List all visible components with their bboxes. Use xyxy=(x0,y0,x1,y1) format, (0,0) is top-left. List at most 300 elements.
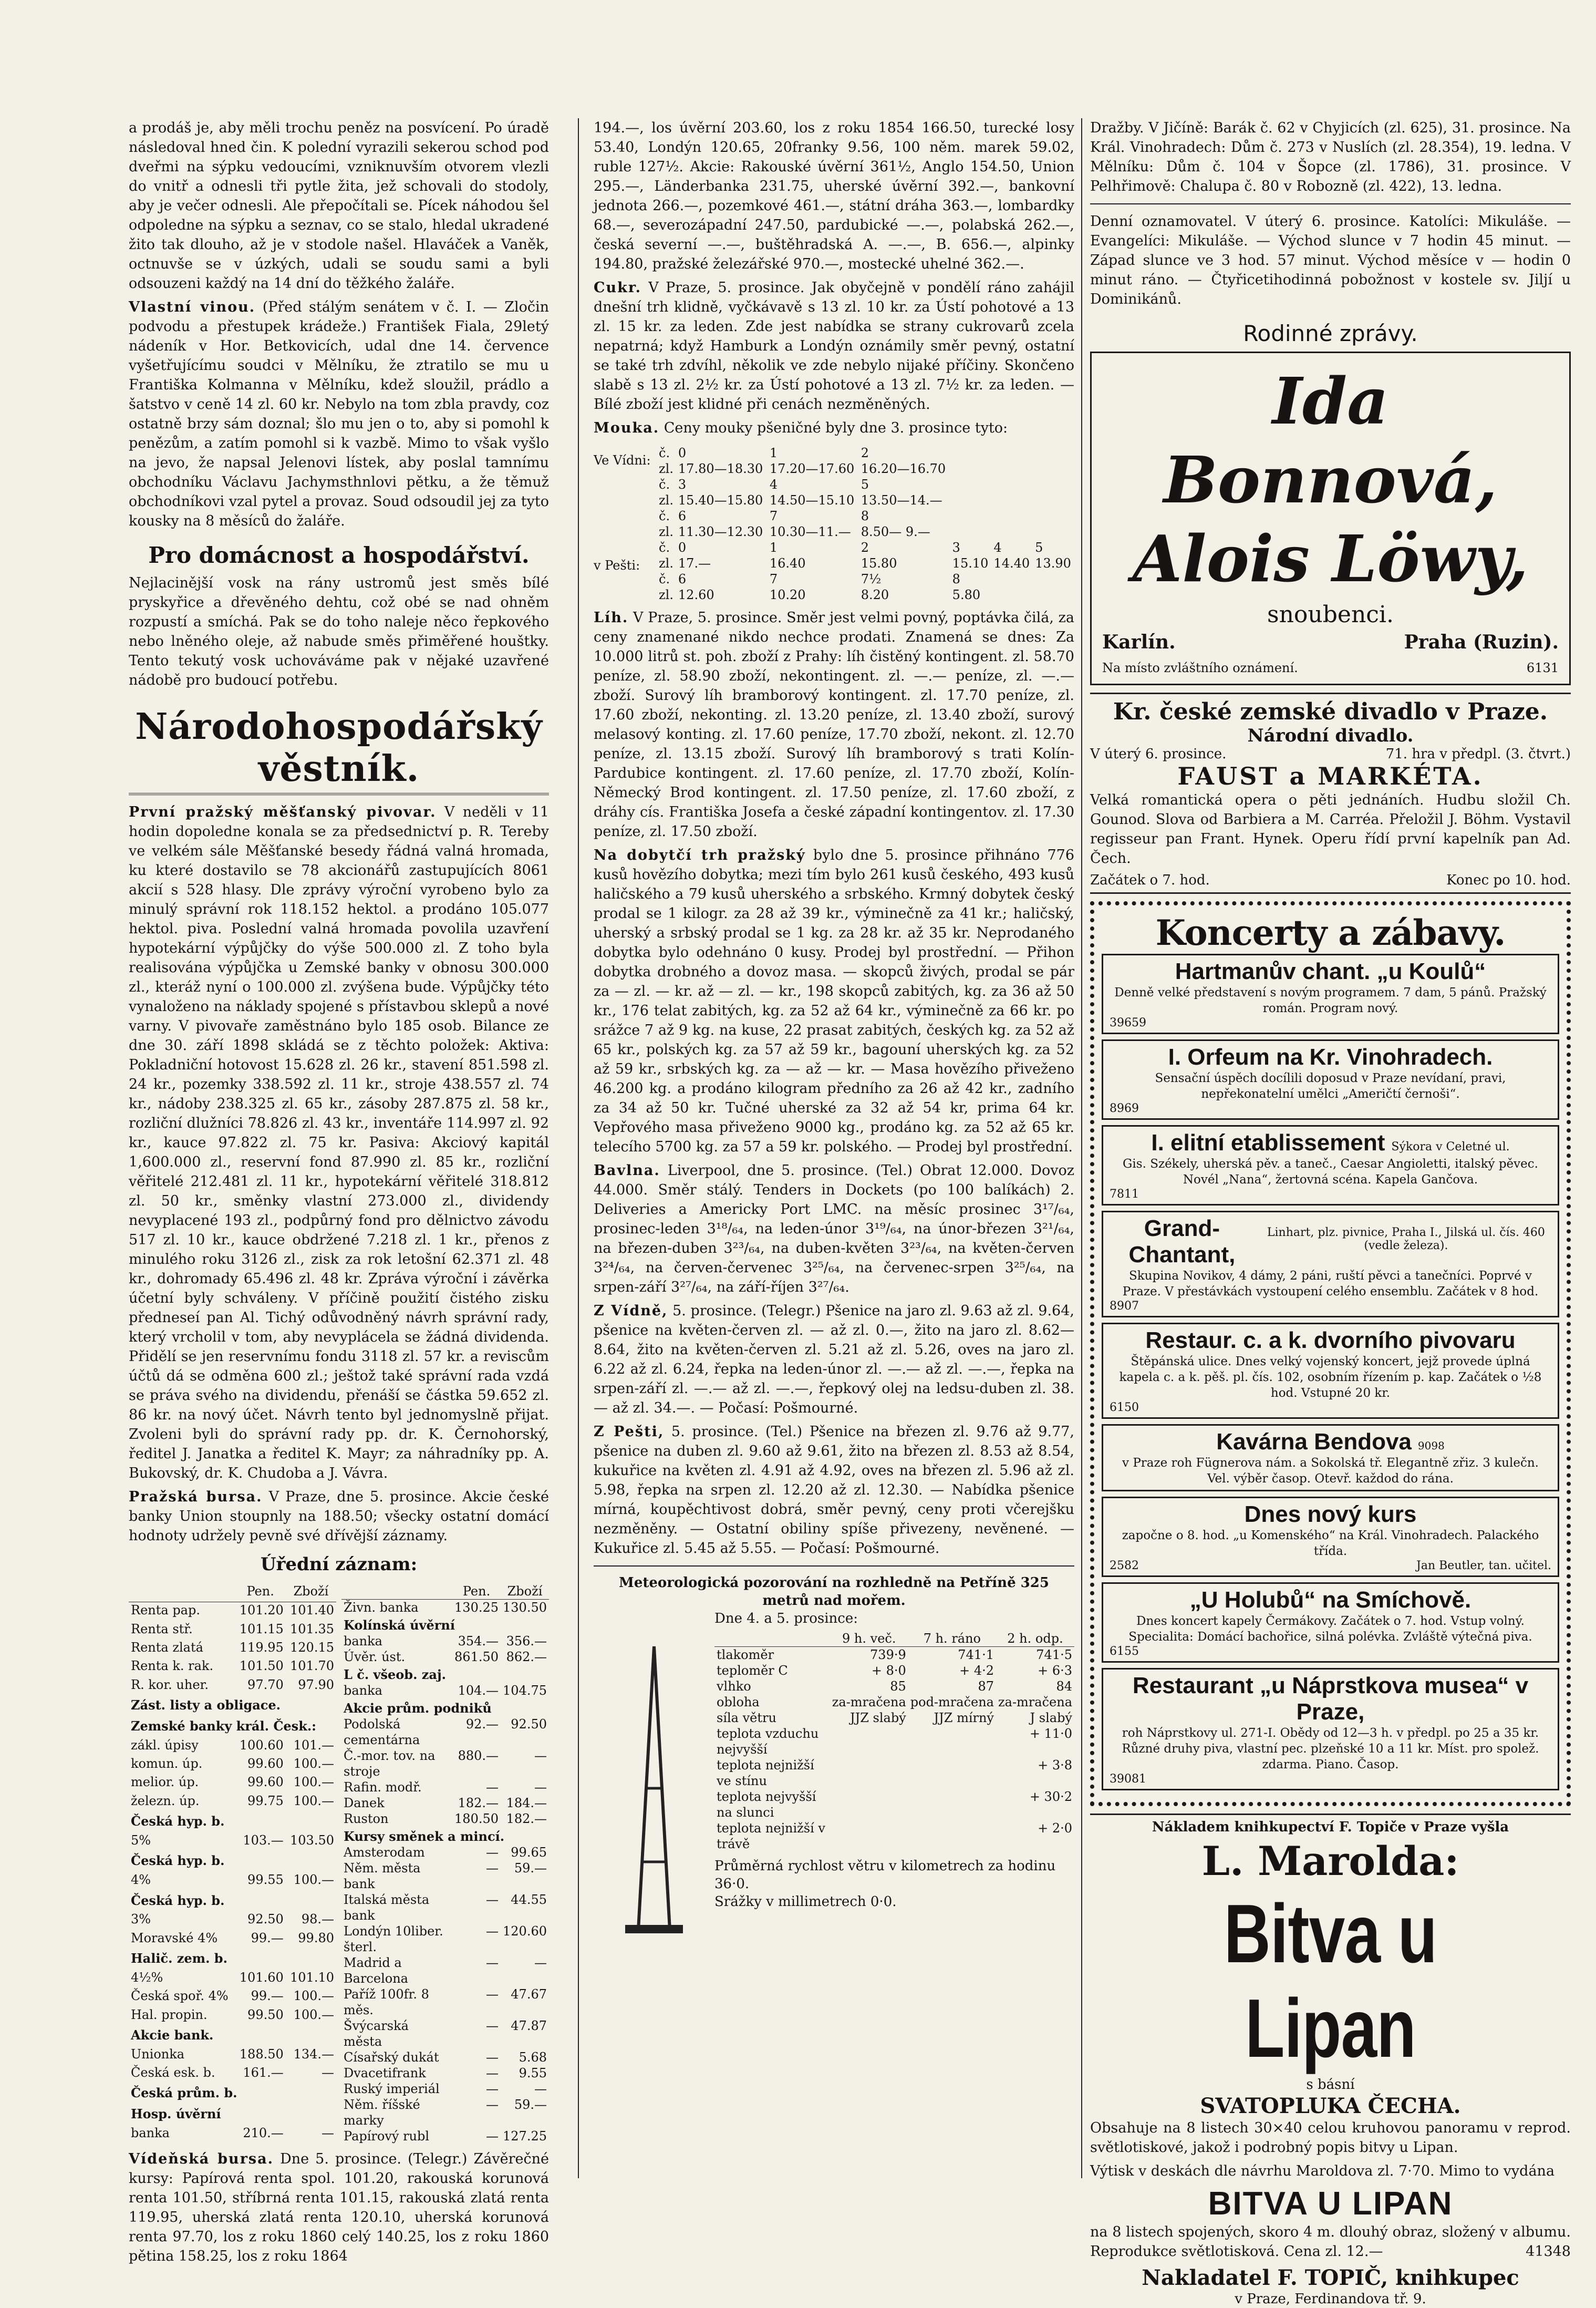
book-desc-2-text: na 8 listech spojených, skoro 4 m. dlouhý obraz, složený v albumu. Reprodukce světlotisková. Cena zl. 12.— xyxy=(1090,2224,1571,2260)
concert-ad-text: roh Náprstkovy ul. 271-I. Obědy od 12—3 h. v předpl. po 25 a 35 kr. Různé druhy piva, vlastní pec. plzeňské 10 a 11 kr. Míst. pro spolež. zdarma. Piano. Časop. xyxy=(1122,1726,1539,1771)
table-row xyxy=(341,1748,549,1779)
engaged-word: snoubenci. xyxy=(1267,601,1394,628)
table-cell: 92.50 xyxy=(247,1912,284,1927)
book-desc-2 xyxy=(1090,2222,1571,2261)
table-header-row xyxy=(714,1631,1074,1647)
table-header-cell: 7 h. ráno xyxy=(908,1631,996,1647)
table-row xyxy=(129,1949,336,1970)
engaged-places xyxy=(1102,631,1559,653)
flour-pest-label: v Pešti: xyxy=(594,558,640,573)
table-cell: 92.50 xyxy=(511,1717,547,1732)
table-row xyxy=(129,1988,336,2006)
table-cell: 119.95 xyxy=(239,1640,284,1655)
concert-ad-title: Restaurant „u Náprstkova musea“ v Praze, xyxy=(1132,1673,1529,1725)
concert-ad-title-row xyxy=(1110,1044,1551,1070)
ad-number: 7811 xyxy=(1110,1188,1139,1201)
flour-table-wrap xyxy=(594,442,1074,608)
table-cell: + 8·0 xyxy=(871,1663,906,1678)
table-cell: — xyxy=(534,1780,547,1795)
table-cell: — xyxy=(486,1861,499,1876)
article-text: 5. prosince. (Telegr.) Pšenice na jaro zl. 9.63 až zl. 9.64, pšenice na květen-červen zl. — až zl. 0.—, žito na jaro zl. 8.62—8.64, žito na květen-červen zl. 5.21 až zl. 5.26, oves na jaro zl. 6.22 až zl. 6.24, řepka na leden-únor zl. —.— až zl. —.—, řepka na srpen-září zl. —.— až zl. —.—, řepkový olej na ledsu-duben zl. 38.— až zl. 34.—. — Počasí: Pošmourné. xyxy=(594,1303,1074,1416)
meteo-title: Meteorologická pozorování na rozhledně na Petříně 325 metrů nad mořem. xyxy=(619,1575,1049,1609)
table-cell: L č. všeob. zaj. xyxy=(344,1667,446,1682)
concerts-box xyxy=(1090,901,1571,1806)
table-cell: 47.67 xyxy=(511,1987,547,2002)
article-denni-oznamovatel: Denní oznamovatel. V úterý 6. prosince. Katolíci: Mikuláše. — Evangelíci: Mikuláše. — Východ slunce v 7 hodin 45 minut. — Západ slunce ve 3 hod. 57 minut. Východ měsíce v — hodin 0 minut ráno. — Čtyřicetihodinná pobožnost v kostele sv. Jiljí u Dominikánů. xyxy=(1090,213,1571,307)
table-cell: — xyxy=(322,2065,334,2080)
table-cell: — xyxy=(486,1892,499,1907)
article-cukr xyxy=(594,278,1074,414)
ad-number: 6131 xyxy=(1526,661,1559,675)
table-row xyxy=(341,1633,549,1649)
concert-ad xyxy=(1102,1323,1559,1419)
article-lead: Vlastní vinou. xyxy=(129,299,256,315)
theatre-head: Kr. české zemské divadlo v Praze. xyxy=(1113,698,1548,725)
article-lead: Cukr. xyxy=(594,280,641,296)
concert-ad-title-row xyxy=(1110,1501,1551,1528)
table-cell: JJZ mírný xyxy=(934,1711,994,1725)
table-cell: 59.— xyxy=(514,2097,547,2112)
table-header-cell xyxy=(129,1583,235,1602)
article-text: V Praze, 5. prosince. Směr jest velmi povný, poptávka čilá, za ceny znamenané nikdo nechce prodati. Znamená se dnes: Za 10.000 litrů st. poh. zboží z Prahy: líh čistěný kontingent. zl. 58.70 peníze, zl. 58.90 zboží, nekontingent. zl. —.— peníze, zl. —.— zboží. Surový líh bramborový kontingent. zl. 17.70 peníze, zl. 17.60 zboží, nekonting. zl. 13.20 peníze, zl. 13.40 zboží, surový melasový konting. zl. 17.60 peníze, 17.70 zboží, nekont. zl. 12.70 peníze, zl. 13.15 zboží. Surový líh bramborový s trati Kolín-Pardubice kontingent. zl. 17.60 peníze, zl. 17.70 zboží, Kolín-Německý Brod kontingent. zl. 17.50 peníze, zl. 17.60 zboží, z dráhy cís. Františka Josefa a české západní kontingentov. zl. 17.30 peníze, zl. 17.50 zboží. xyxy=(594,610,1074,840)
table-cell: Kursy směnek a mincí. xyxy=(344,1829,505,1844)
table-cell: 6 xyxy=(678,572,687,586)
table-cell: 101.— xyxy=(293,1737,334,1753)
concert-ad-title: Hartmanův chant. „u Koulů“ xyxy=(1175,959,1486,984)
table-cell: — xyxy=(534,2082,547,2096)
table-cell: — xyxy=(534,1955,547,1970)
table-row xyxy=(341,1698,549,1716)
table-cell: 3 xyxy=(952,540,960,555)
table-cell: 120.15 xyxy=(290,1640,334,1655)
table-cell: Podolská cementárna xyxy=(344,1717,420,1747)
table-cell: 17.— xyxy=(678,556,711,571)
table-row xyxy=(657,524,1074,540)
table-cell: Č.-mor. tov. na stroje xyxy=(344,1748,436,1779)
theatre-start: Začátek o 7. hod. xyxy=(1090,872,1210,888)
concert-ad xyxy=(1102,1497,1559,1577)
concert-ad-text: v Praze roh Fügnerova nám. a Sokolská tř. Elegantně zřiz. 3 kulečn. Vel. výběr časop. Otevř. každod do rána. xyxy=(1122,1456,1539,1486)
article-text: V Praze, dne 5. prosince. Akcie české banky Union stoupnly na 188.50; všecky ostatní domácí hodnoty udržely pevně své dřívější záznamy. xyxy=(129,1489,549,1544)
table-cell: J slabý xyxy=(1030,1711,1072,1725)
table-cell: Něm. města bank xyxy=(344,1861,421,1891)
article-drazby: Dražby. V Jičíně: Barák č. 62 v Chyjicích (zl. 625), 31. prosince. Na Král. Vinohradech: Dům č. 273 v Nuslích (zl. 28.354), 19. ledna. V Mělníku: Dům č. 104 v Šopce (zl. 1786), 31. prosince. V Pelhřimově: Chalupa č. 80 v Robozně (zl. 422), 13. ledna. xyxy=(1090,120,1571,194)
table-cell: banka xyxy=(344,1683,382,1698)
concert-ad xyxy=(1102,1211,1559,1317)
meteo-block xyxy=(594,1610,1074,1988)
table-row xyxy=(714,1678,1074,1694)
table-cell: 188.50 xyxy=(239,2046,284,2062)
table-row xyxy=(129,1774,336,1792)
table-cell: 8.50— 9.— xyxy=(861,524,930,539)
table-cell: 99.60 xyxy=(247,1775,284,1790)
concert-ad-title-row xyxy=(1110,1673,1551,1725)
table-cell: 97.70 xyxy=(247,1677,284,1692)
article-bavlna xyxy=(594,1161,1074,1297)
table-cell: 4 xyxy=(993,540,1002,555)
column-rule xyxy=(1081,118,1082,2178)
table-cell: Česká prům. b. xyxy=(131,2085,237,2101)
petrin-tower-icon xyxy=(604,1641,704,1935)
table-cell: Živn. banka xyxy=(344,1600,419,1615)
table-cell: 184.— xyxy=(506,1796,547,1810)
table-row xyxy=(657,571,1074,587)
table-cell: 7 xyxy=(769,572,778,586)
book-price: Výtisk v deskách dle návrhu Maroldova zl. 7·70. Mimo to vydána xyxy=(1090,2163,1555,2179)
concert-ad-text: Dnes koncert kapely Čermákovy. Začátek o 7. hod. Vstup volný. Specialita: Domácí bachořice, silná polévka. Zvláště výtečná piva. xyxy=(1128,1614,1532,1644)
table-row xyxy=(129,1756,336,1774)
table-cell: Londýn 10liber. šterl. xyxy=(344,1924,443,1954)
table-cell: 3 xyxy=(678,477,687,492)
concert-ad-title: Dnes nový kurs xyxy=(1244,1501,1417,1527)
table-row xyxy=(341,1892,549,1923)
table-cell: Renta pap. xyxy=(131,1603,200,1618)
concert-ad xyxy=(1102,1424,1559,1491)
table-row xyxy=(341,1955,549,1986)
table-cell: teplota nejnižší ve stínu xyxy=(717,1758,814,1788)
table-cell: 354.— xyxy=(458,1634,499,1648)
table-cell: 3% xyxy=(131,1912,151,1927)
table-cell: 14.40 xyxy=(993,556,1030,571)
table-row xyxy=(129,1911,336,1930)
table-cell: 104.— xyxy=(458,1683,499,1698)
table-cell: za-mračena xyxy=(998,1695,1072,1709)
table-cell: č. xyxy=(659,509,670,523)
table-cell: — xyxy=(486,2018,499,2033)
table-header-cell xyxy=(341,1583,452,1600)
table-row xyxy=(341,1845,549,1860)
concert-ad-title-row xyxy=(1110,1215,1551,1268)
table-cell: + 11·0 xyxy=(1029,1726,1072,1741)
meteo-rain: Srážky v millimetrech 0·0. xyxy=(714,1894,897,1910)
table-cell: 8 xyxy=(861,509,869,523)
article-vlastni-vinou xyxy=(129,297,549,531)
table-cell: + 2·0 xyxy=(1038,1821,1072,1836)
article-paragraph: 194.—, los úvěrní 203.60, los z roku 1854 166.50, turecké losy 53.40, Londýn 120.65, 20franky 9.56, 100 něm. marek 59.02, ruble 127½. Akcie: Rakouské úvěrní 361½, Anglo 154.50, Union 295.—, Länderbanka 231.75, uherské úvěrní 392.—, bankovní jednota 266.—, pozemkové 461.—, státní dráha 363.—, lombardky 68.—, severozápadní 247.50, pardubické —.—, polabská 262.—, česká severní —.—, buštěhradská A. —.—, B. 656.—, alpinky 194.80, pražské železářské 970.—, mostecké uhelné 362.—. xyxy=(594,120,1074,272)
table-cell: 104.75 xyxy=(503,1683,547,1698)
table-row xyxy=(129,1832,336,1851)
table-cell: Zemské banky král. Česk.: xyxy=(131,1718,317,1734)
concert-ad-title-right: Linhart, plz. pivnice, Praha I., Jilská ul. čís. 460 (vedle železa). xyxy=(1267,1226,1545,1252)
table-cell: 161.— xyxy=(243,2065,284,2080)
table-cell: Akcie prům. podniků xyxy=(344,1701,492,1716)
table-row xyxy=(129,2025,336,2046)
table-cell: 4% xyxy=(131,1872,151,1888)
table-cell: Česká hyp. b. xyxy=(131,1892,225,1908)
theatre-title: FAUST a MARKÉTA. xyxy=(1177,762,1484,790)
engaged-footer xyxy=(1102,661,1559,675)
table-cell: pod-mračena xyxy=(910,1695,994,1709)
table-row xyxy=(129,2065,336,2083)
table-cell: 99.65 xyxy=(511,1845,547,1860)
table-cell: — xyxy=(534,1748,547,1763)
ad-number: 8969 xyxy=(1110,1102,1139,1115)
concert-ad xyxy=(1102,1582,1559,1663)
table-cell: 15.80 xyxy=(861,556,897,571)
table-cell: železn. úp. xyxy=(131,1793,200,1808)
table-cell: 0 xyxy=(678,540,687,555)
article-text: (Před stálým senátem v č. I. — Zločin podvodu a přestupek krádeže.) František Fiala, 29letý nádeník v Hor. Betkovicích, udal dne 14. července vyšetřujícímu soudci v Mělníku, že ztratilo se mu u Františka Kolmanna v Mělníku, kdež sloužil, prádlo a šatstvo v ceně 14 zl. 60 kr. Nebylo na tom zbla pravdy, coz ostatně brzy sám doznal; šlo mu jen o to, aby si pomohl k penězům, a zatím pomohl si k vazbě. Mimo to však vyšlo na jevo, že napsal Jelenovi lístek, aby poslal tamnímu obchodníku Václavu Jachymsthnlovi pětku, a že těmuž obchodníkovi vzal pytel a provaz. Soud odsoudil jej za tyto kousky na 8 měsíců do žaláře. xyxy=(129,299,550,529)
meteo-table xyxy=(714,1631,1074,1852)
table-cell: komun. úp. xyxy=(131,1756,203,1771)
article-lead: Z Vídně, xyxy=(594,1303,668,1319)
table-cell: Hal. propin. xyxy=(131,2007,208,2022)
engaged-note: Na místo zvláštního oznámení. xyxy=(1102,661,1298,675)
table-header-cell: Pen. xyxy=(452,1583,501,1600)
table-cell: 7½ xyxy=(861,572,882,586)
table-cell: Moravské 4% xyxy=(131,1930,218,1945)
section-heading-rodinne: Rodinné zprávy. xyxy=(1243,321,1418,346)
table-cell: 4 xyxy=(769,477,778,492)
table-row xyxy=(341,1795,549,1811)
concert-ads-list xyxy=(1102,954,1559,1790)
table-cell: zl. xyxy=(659,461,673,476)
table-cell: Česká spoř. 4% xyxy=(131,1988,229,2004)
table-cell: Danek xyxy=(344,1796,385,1810)
table-cell: Papírový rubl xyxy=(344,2129,430,2144)
concert-ad xyxy=(1102,1125,1559,1205)
ad-number: 39659 xyxy=(1110,1016,1146,1029)
table-cell: — xyxy=(486,1924,499,1939)
ad-number: 6150 xyxy=(1110,1401,1139,1414)
table-row xyxy=(341,1779,549,1795)
ad-number: 9098 xyxy=(1417,1439,1445,1452)
table-cell: 101.10 xyxy=(290,1970,334,1985)
table-cell: + 4·2 xyxy=(959,1663,994,1678)
table-cell xyxy=(830,1726,908,1757)
table-row xyxy=(341,1683,549,1698)
table-row xyxy=(129,1737,336,1756)
theatre-desc: Velká romantická opera o pěti jednáních. Hudbu složil Ch. Gounod. Slova od Barbiera a M. Carréa. Přeložil J. Böhm. Vystavil regisseur pan Frant. Hynek. Operu řídí první kapelník pan Ad. Čech. xyxy=(1090,792,1571,867)
table-cell xyxy=(908,1820,996,1852)
table-row xyxy=(341,1860,549,1892)
table-row xyxy=(341,1923,549,1955)
table-cell: 100.60 xyxy=(239,1737,284,1753)
section-heading-domacnost: Pro domácnost a hospodářství. xyxy=(148,542,530,568)
table-cell: 87 xyxy=(978,1679,994,1694)
table-cell: 5.80 xyxy=(952,588,981,602)
table-cell: 9.55 xyxy=(519,2066,547,2080)
book-poet: SVATOPLUKA ČECHA. xyxy=(1200,2094,1461,2118)
divider xyxy=(1090,203,1571,204)
table-row xyxy=(341,2081,549,2097)
table-cell: 120.60 xyxy=(503,1924,547,1939)
table-cell: 101.15 xyxy=(239,1621,284,1636)
table-cell: 130.25 xyxy=(454,1600,499,1615)
concert-ad-footer xyxy=(1110,1401,1551,1414)
table-header-cell: Pen. xyxy=(235,1583,286,1602)
table-cell: 1 xyxy=(769,540,778,555)
table-cell: 101.60 xyxy=(239,1970,284,1985)
table-cell: teplota nejnižší v trávě xyxy=(717,1821,825,1851)
table-cell: — xyxy=(486,1955,499,1970)
table-header-row xyxy=(341,1583,549,1600)
flour-table xyxy=(657,445,1074,603)
table-cell: 99.— xyxy=(251,1930,284,1945)
table-row xyxy=(341,2097,549,2128)
article-videnska-bursa xyxy=(129,2149,549,2266)
table-row xyxy=(129,1970,336,1988)
table-row xyxy=(129,2125,336,2144)
article-z-pesti xyxy=(594,1422,1074,1558)
concert-ad-title: Grand-Chantant, xyxy=(1128,1215,1236,1268)
article-lead: Bavlna. xyxy=(594,1162,660,1179)
table-row xyxy=(129,1872,336,1890)
table-cell: 101.50 xyxy=(239,1658,284,1674)
concert-ad-title-row xyxy=(1110,1130,1551,1156)
concert-ad-title-row xyxy=(1110,1429,1551,1455)
table-cell xyxy=(830,1789,908,1820)
concert-ad-text: započne o 8. hod. „u Komenského“ na Král. Vinohradech. Palackého třída. xyxy=(1122,1529,1539,1558)
table-cell: 5 xyxy=(861,477,869,492)
table-row xyxy=(129,1695,336,1716)
table-row xyxy=(341,1600,549,1616)
table-cell xyxy=(908,1757,996,1789)
table-cell xyxy=(908,1789,996,1820)
table-header-cell: Zboží xyxy=(501,1583,549,1600)
bursa-tables xyxy=(129,1580,549,2149)
table-cell: č. xyxy=(659,572,670,586)
table-header-row xyxy=(129,1583,336,1602)
table-cell: JJZ slabý xyxy=(849,1711,906,1725)
theatre-sub: Národní divadlo. xyxy=(1247,725,1414,746)
concert-ad-title-row xyxy=(1110,959,1551,985)
engaged-name-2: Alois Löwy, xyxy=(1132,521,1529,596)
table-row xyxy=(129,1930,336,1949)
table-cell: 5.68 xyxy=(519,2050,547,2065)
concert-ad-title-right: Sýkora v Celetné ul. xyxy=(1391,1140,1510,1153)
table-cell: 99.75 xyxy=(247,1793,284,1808)
table-cell: Něm. říšské marky xyxy=(344,2097,420,2128)
table-cell: 5% xyxy=(131,1832,151,1848)
concert-ad-text: Gis. Székely, uherská pěv. a taneč., Caesar Angioletti, italský pěvec. Novél „Nana“, žertovná scéna. Kapela Gančova. xyxy=(1123,1157,1538,1187)
book-publisher-line: Nákladem knihkupectví F. Topiče v Praze vyšla xyxy=(1152,1819,1509,1835)
table-cell: 103.— xyxy=(243,1832,284,1848)
table-cell: Amsterodam xyxy=(344,1845,425,1860)
concert-ad-text: Sensační úspěch docílili doposud v Praze nevídaní, pravi, nepřekonatelní umělci „Američtí černoši“. xyxy=(1155,1071,1506,1101)
book-ad xyxy=(1090,1814,1571,2308)
table-cell: — xyxy=(486,1987,499,2002)
column-3 xyxy=(1090,118,1571,2307)
table-cell: 99.— xyxy=(251,1988,284,2004)
table-cell: 100.— xyxy=(293,2007,334,2022)
table-cell: 103.50 xyxy=(290,1832,334,1848)
table-cell: — xyxy=(486,2066,499,2080)
table-cell: 739·9 xyxy=(870,1647,906,1662)
table-cell: R. kor. uher. xyxy=(131,1677,209,1692)
table-cell: 0 xyxy=(678,446,687,460)
concert-ad-footer xyxy=(1110,1773,1551,1786)
table-cell: 741·5 xyxy=(1036,1647,1072,1662)
table-cell: — xyxy=(486,1845,499,1860)
table-row xyxy=(341,1716,549,1748)
table-cell: Unionka xyxy=(131,2046,185,2062)
table-cell: Dvacetifrank xyxy=(344,2066,426,2080)
concert-ad-title: „U Holubů“ na Smíchově. xyxy=(1189,1587,1471,1613)
table-row xyxy=(714,1726,1074,1757)
column-1 xyxy=(129,118,550,2264)
article-lead: Líh. xyxy=(594,610,629,626)
ad-number: 39081 xyxy=(1110,1773,1146,1786)
table-row xyxy=(129,1811,336,1832)
article-text: bylo dne 5. prosince přihnáno 776 kusů hovězího dobytka; mezi tím bylo 261 kusů českého, 493 kusů haličského a 79 kusů uherského a srbského. Krmný dobytek český prodal se 1 kilogr. za 28 až 39 kr., výminečně za 41 kr.; haličský, uherský a srbský prodal se 1 kg. za 28 kr. až 35 kr. Neprodaného dobytka bylo odehnáno 0 kusy. Prodej byl prostřední. — Přihon dobytka drobného a dovoz masa. — skopců živých, prodal se pár za — zl. — kr. až — zl. — kr., 198 skopců zabitých, kg. za 36 až 50 kr., 176 telat zabitých, kg. za 52 až 64 kr., výminečně za 66 kr. po srážce 7 až 9 kg. na kuse, 22 prasat zabitých, českých kg. za 52 až 65 kr., polských kg. za 57 až 59 kr., bagouní uherských kg. za 52 až 59 kr., srbských kg. za — až — kr. — Masa hovězího přiveženo 46.200 kg. a prodáno kilogram předního za 26 až 42 kr., zadního za 34 až 50 kr. Tučné uherské za 32 až 54 kr, prima 64 kr. Vepřového masa přiveženo 9000 kg., prodáno kg. za 52 až 65 kr. telecího 5700 kg. za 57 a 59 kr. polského. — Prodej byl prostřední. xyxy=(594,847,1074,1155)
table-row xyxy=(657,540,1074,555)
table-row xyxy=(714,1710,1074,1726)
article-lead: Vídeňská bursa. xyxy=(129,2151,274,2167)
concert-ad xyxy=(1102,1039,1559,1120)
book-poem-by: s básní xyxy=(1306,2077,1355,2093)
meteo-sub: Dne 4. a 5. prosince: xyxy=(714,1611,858,1626)
concert-ad-sign: Jan Beutler, tan. učitel. xyxy=(1416,1559,1551,1572)
table-cell: 8 xyxy=(952,572,960,586)
book-author: L. Marolda: xyxy=(1201,1838,1459,1884)
article-lead: Na dobytčí trh pražský xyxy=(594,847,806,863)
concert-ad-title: Kavárna Bendova xyxy=(1216,1429,1412,1455)
column-2 xyxy=(594,118,1074,2183)
article-mouka xyxy=(594,418,1074,438)
table-cell: zl. xyxy=(659,588,673,602)
table-cell: 2 xyxy=(861,446,869,460)
table-cell: 101.20 xyxy=(239,1603,284,1618)
table-cell: 13.90 xyxy=(1035,556,1071,571)
table-row xyxy=(341,2049,549,2065)
table-cell: 44.55 xyxy=(511,1892,547,1907)
ad-number: 41348 xyxy=(1526,2243,1571,2260)
table-cell: 16.40 xyxy=(769,556,806,571)
concert-ad-footer xyxy=(1110,1300,1551,1313)
table-cell: 127.25 xyxy=(503,2129,547,2144)
concert-ad-footer xyxy=(1110,1102,1551,1115)
theatre-listing xyxy=(1090,693,1571,894)
article-lead: Pražská bursa. xyxy=(129,1489,263,1505)
table-cell: Halič. zem. b. xyxy=(131,1951,227,1966)
flour-city-labels xyxy=(594,442,657,608)
table-row xyxy=(657,587,1074,603)
book-publisher: Nakladatel F. TOPIČ, knihkupec xyxy=(1142,2265,1519,2290)
concerts-title: Koncerty a zábavy. xyxy=(1155,912,1506,953)
table-cell: teplota nejvyšší na slunci xyxy=(717,1789,816,1820)
table-cell: — xyxy=(486,2097,499,2112)
table-cell: 17.80—18.30 xyxy=(678,461,763,476)
table-cell: Ruský imperiál xyxy=(344,2082,440,2096)
bursa-table-left xyxy=(129,1583,336,2144)
table-cell: 182.— xyxy=(506,1811,547,1826)
table-row xyxy=(341,1615,549,1633)
table-row xyxy=(657,508,1074,524)
table-cell: 99.80 xyxy=(298,1930,334,1945)
table-cell: Ruston xyxy=(344,1811,389,1826)
article-z-vidne xyxy=(594,1301,1074,1418)
table-row xyxy=(341,2018,549,2049)
book-desc: Obsahuje na 8 listech 30×40 celou kruhovou panoramu v reprod. světlotiskové, jakož i podrobný popis bitvy u Lipan. xyxy=(1090,2120,1571,2156)
bursa-table-right xyxy=(341,1583,549,2144)
concert-ad xyxy=(1102,1668,1559,1790)
table-row xyxy=(657,555,1074,571)
table-cell: 180.50 xyxy=(454,1811,499,1826)
article-prazska-bursa xyxy=(129,1487,549,1545)
table-cell: Česká esk. b. xyxy=(131,2065,215,2080)
table-cell xyxy=(908,1726,996,1757)
table-cell: Zást. listy a obligace. xyxy=(131,1697,281,1713)
table-cell: 11.30—12.30 xyxy=(678,524,763,539)
table-cell: 59.— xyxy=(514,1861,547,1876)
engaged-place-2: Praha (Ruzin). xyxy=(1404,631,1559,653)
article-text: Dne 5. prosince. (Telegr.) Závěrečné kursy: Papírová renta spol. 101.20, rakouská korunová renta 101.50, stříbrná renta 101.15, rakouská zlatá renta 119.95, uherská zlatá renta 120.10, uherská korunová renta 97.70, los z roku 1860 celý 140.25, los z roku 1860 pětina 158.25, los z roku 1864 xyxy=(129,2151,549,2264)
article-text: Liverpool, dne 5. prosince. (Tel.) Obrat 12.000. Dovoz 44.000. Směr stálý. Tenders in Dockets (po 100 balíkách) 2. Deliveries a Americky Port LMC. na měsíc prosinec 3¹⁷/₆₄, prosinec-leden 3¹⁸/₆₄, na leden-únor 3¹⁹/₆₄, na únor-březen 3²¹/₆₄, na březen-duben 3²³/₆₄, na duben-květen 3²³/₆₄, na květen-červen 3²⁴/₆₄, na červen-červenec 3²⁵/₆₄, na červenec-srpen 3²⁵/₆₄, na srpen-září 3²⁷/₆₄, na září-říjen 3²⁷/₆₄. xyxy=(594,1162,1074,1295)
concert-ad-title: I. Orfeum na Kr. Vinohradech. xyxy=(1168,1044,1493,1070)
book-title-2: BITVA U LIPAN xyxy=(1208,2186,1453,2222)
concert-ad-text: Štěpánská ulice. Dnes velký vojenský koncert, jejž provede úplná kapela c. a k. pěš. pl. čís. 102, osobním řízením p. kap. Začátek o ½8 hod. Vstupné 20 kr. xyxy=(1119,1355,1542,1400)
